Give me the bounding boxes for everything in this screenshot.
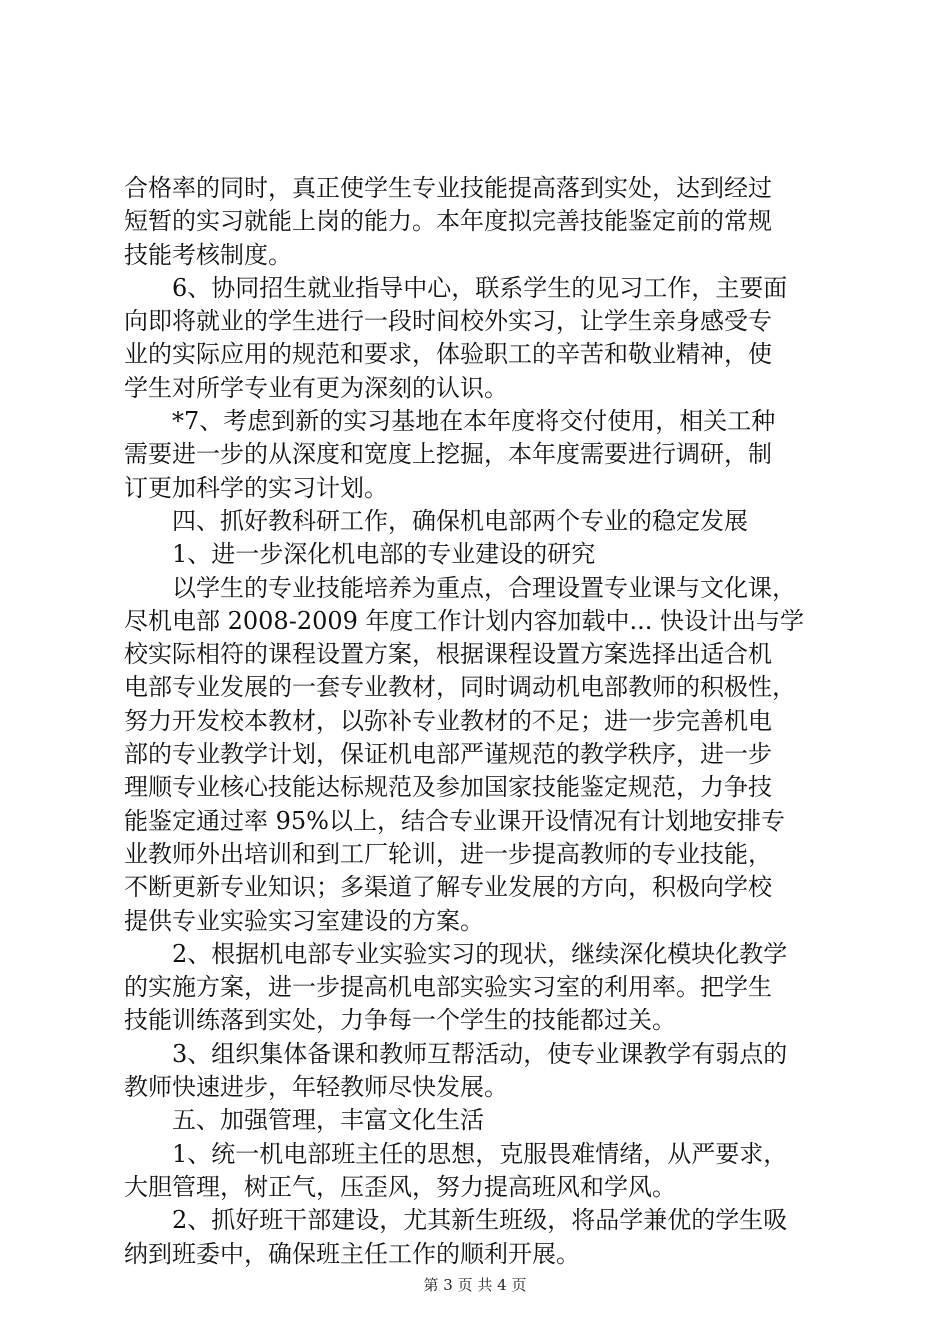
text-line: 学生对所学专业有更为深刻的认识。: [124, 373, 508, 402]
text-line: 教师快速进步，年轻教师尽快发展。: [124, 1073, 508, 1102]
text-line: 以学生的专业技能培养为重点，合理设置专业课与文化课，: [172, 573, 796, 602]
text-line: 向即将就业的学生进行一段时间校外实习，让学生亲身感受专: [124, 307, 772, 336]
text-line: 技能考核制度。: [124, 240, 292, 269]
text-line: 1、统一机电部班主任的思想，克服畏难情绪，从严要求，: [172, 1139, 788, 1168]
section-heading: 四、抓好教科研工作，确保机电部两个专业的稳定发展: [172, 506, 748, 535]
text-line: 技能训练落到实处，力争每一个学生的技能都过关。: [124, 1006, 676, 1035]
text-line: 需要进一步的从深度和宽度上挖掘，本年度需要进行调研，制: [124, 440, 772, 469]
text-line: 的实施方案，进一步提高机电部实验实习室的利用率。把学生: [124, 973, 772, 1002]
text-line: 2、抓好班干部建设，尤其新生班级，将品学兼优的学生吸: [172, 1206, 788, 1235]
text-line: 业的实际应用的规范和要求，体验职工的辛苦和敬业精神，使: [124, 340, 772, 369]
text-line: 纳到班委中，确保班主任工作的顺利开展。: [124, 1239, 580, 1268]
text-line: 3、组织集体备课和教师互帮活动，使专业课教学有弱点的: [172, 1039, 788, 1068]
text-line: 努力开发校本教材，以弥补专业教材的不足；进一步完善机电: [124, 706, 772, 735]
page-footer: 第 3 页 共 4 页: [423, 1276, 527, 1294]
text-line: 理顺专业核心技能达标规范及参加国家技能鉴定规范，力争技: [124, 773, 772, 802]
text-line: 2、根据机电部专业实验实习的现状，继续深化模块化教学: [172, 939, 788, 968]
text-line: 不断更新专业知识；多渠道了解专业发展的方向，积极向学校: [124, 873, 772, 902]
text-line: 部的专业教学计划，保证机电部严谨规范的教学秩序，进一步: [124, 740, 772, 769]
text-line: *7、考虑到新的实习基地在本年度将交付使用，相关工种: [172, 407, 776, 436]
section-heading: 五、加强管理，丰富文化生活: [172, 1106, 484, 1135]
text-line: 业教师外出培训和到工厂轮训，进一步提高教师的专业技能，: [124, 839, 772, 868]
subsection-heading: 1、进一步深化机电部的专业建设的研究: [172, 540, 596, 569]
text-line: 订更加科学的实习计划。: [124, 473, 388, 502]
text-line: 校实际相符的课程设置方案，根据课程设置方案选择出适合机: [124, 640, 772, 669]
text-line: 电部专业发展的一套专业教材，同时调动机电部教师的积极性，: [124, 673, 796, 702]
document-body: [124, 172, 834, 1271]
text-line: 短暂的实习就能上岗的能力。本年度拟完善技能鉴定前的常规: [124, 207, 772, 236]
text-line: 尽机电部 2008-2009 年度工作计划内容加载中... 快设计出与学: [124, 606, 805, 635]
text-line: 合格率的同时，真正使学生专业技能提高落到实处，达到经过: [124, 174, 772, 202]
text-line: 能鉴定通过率 95%以上，结合专业课开设情况有计划地安排专: [124, 806, 785, 835]
text-line: 大胆管理，树正气，压歪风，努力提高班风和学风。: [124, 1172, 676, 1201]
text-line: 6、协同招生就业指导中心，联系学生的见习工作，主要面: [172, 273, 788, 302]
text-line: 提供专业实验实习室建设的方案。: [124, 906, 484, 935]
